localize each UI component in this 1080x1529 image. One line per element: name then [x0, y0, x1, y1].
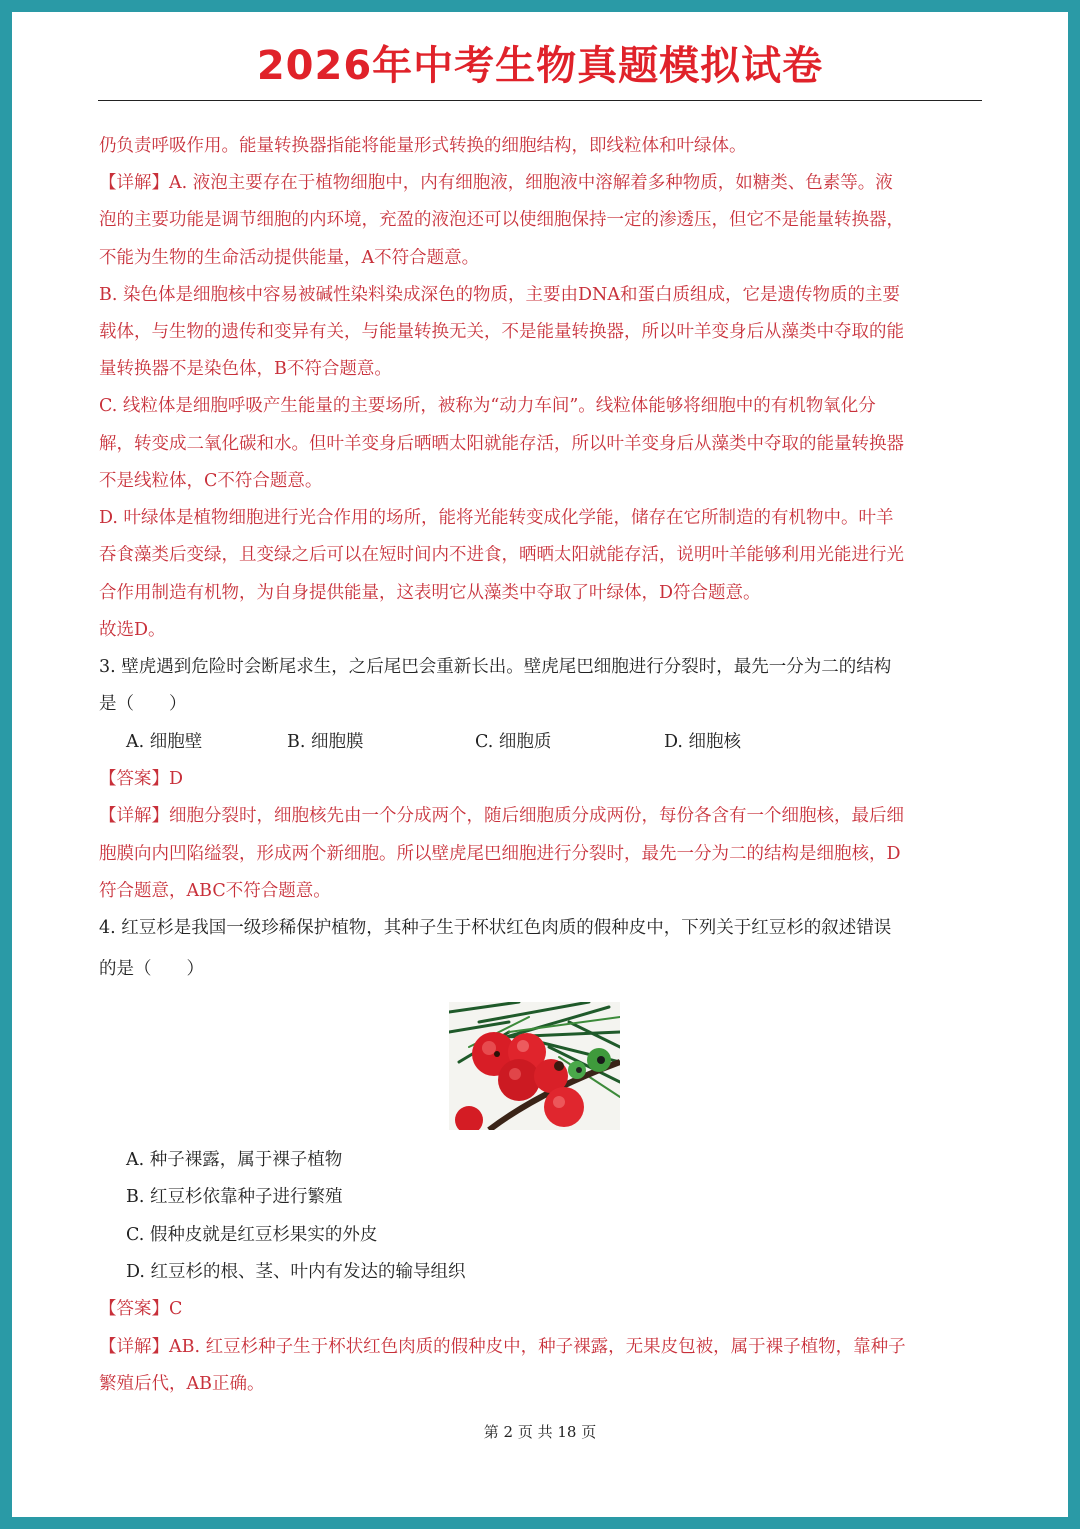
explain-line: C. 线粒体是细胞呼吸产生能量的主要场所，被称为“动力车间”。线粒体能够将细胞中的有机物氧化分 — [99, 396, 876, 416]
explain-line: 合作用制造有机物，为自身提供能量，这表明它从藻类中夺取了叶绿体，D符合题意。 — [99, 583, 761, 603]
q4-explain-line: 【详解】AB. 红豆杉种子生于杯状红色肉质的假种皮中，种子裸露，无果皮包被，属于裸子植物，靠种子 — [99, 1337, 906, 1357]
q3-explain-line: 【详解】细胞分裂时，细胞核先由一个分成两个，随后细胞质分成两份，每份各含有一个细胞核，最后细 — [99, 806, 904, 826]
q4-explain-line: 繁殖后代，AB正确。 — [99, 1374, 265, 1394]
q4-stem: 4. 红豆杉是我国一级珍稀保护植物，其种子生于杯状红色肉质的假种皮中，下列关于红豆杉的叙述错误 — [99, 918, 892, 938]
q3-option-c: C. 细胞质 — [475, 732, 552, 752]
q4-stem: 的是（ ） — [99, 959, 204, 979]
page-number: 第 2 页 共 18 页 — [483, 1423, 597, 1441]
q3-option-d: D. 细胞核 — [664, 732, 742, 752]
q3-option-a: A. 细胞壁 — [126, 732, 203, 752]
explain-line: 不是线粒体，C不符合题意。 — [99, 471, 323, 491]
q4-answer: 【答案】C — [99, 1299, 183, 1319]
explain-line: 量转换器不是染色体，B不符合题意。 — [99, 359, 392, 379]
q3-stem: 是（ ） — [99, 694, 187, 714]
explain-line: D. 叶绿体是植物细胞进行光合作用的场所，能将光能转变成化学能，储存在它所制造的有机物中。叶羊 — [99, 508, 894, 528]
q4-option-a: A. 种子裸露，属于裸子植物 — [126, 1150, 343, 1170]
q3-stem: 3. 壁虎遇到危险时会断尾求生，之后尾巴会重新长出。壁虎尾巴细胞进行分裂时，最先一分为二的结构 — [99, 657, 892, 677]
document-page — [12, 12, 1068, 1517]
explain-line: 解，转变成二氧化碳和水。但叶羊变身后晒晒太阳就能存活，所以叶羊变身后从藻类中夺取的能量转换器 — [99, 434, 904, 454]
q4-option-d: D. 红豆杉的根、茎、叶内有发达的输导组织 — [126, 1262, 466, 1282]
explain-line: 仍负责呼吸作用。能量转换器指能将能量形式转换的细胞结构，即线粒体和叶绿体。 — [99, 136, 747, 156]
header-divider — [98, 100, 982, 101]
explain-line: 不能为生物的生命活动提供能量，A不符合题意。 — [99, 248, 480, 268]
final-choice-line: 故选D。 — [99, 620, 166, 640]
explain-line: B. 染色体是细胞核中容易被碱性染料染成深色的物质，主要由DNA和蛋白质组成，它是遗传物质的主要 — [99, 285, 900, 305]
yew-berry-photo — [449, 1002, 620, 1130]
q3-explain-line: 胞膜向内凹陷缢裂，形成两个新细胞。所以壁虎尾巴细胞进行分裂时，最先一分为二的结构是细胞核，D — [99, 844, 901, 864]
explain-line: 吞食藻类后变绿，且变绿之后可以在短时间内不进食，晒晒太阳就能存活，说明叶羊能够利用光能进行光 — [99, 545, 904, 565]
page-title: 2026年中考生物真题模拟试卷 — [256, 43, 824, 89]
q3-option-b: B. 细胞膜 — [287, 732, 364, 752]
q3-explain-line: 符合题意，ABC不符合题意。 — [99, 881, 331, 901]
q4-option-b: B. 红豆杉依靠种子进行繁殖 — [126, 1187, 343, 1207]
q3-answer: 【答案】D — [99, 769, 184, 789]
explain-line: 载体，与生物的遗传和变异有关，与能量转换无关，不是能量转换器，所以叶羊变身后从藻类中夺取的能 — [99, 322, 904, 342]
explain-line: 【详解】A. 液泡主要存在于植物细胞中，内有细胞液，细胞液中溶解着多种物质，如糖类、色素等。液 — [99, 173, 893, 193]
explain-line: 泡的主要功能是调节细胞的内环境，充盈的液泡还可以使细胞保持一定的渗透压，但它不是能量转换器， — [99, 210, 904, 230]
q4-option-c: C. 假种皮就是红豆杉果实的外皮 — [126, 1225, 378, 1245]
